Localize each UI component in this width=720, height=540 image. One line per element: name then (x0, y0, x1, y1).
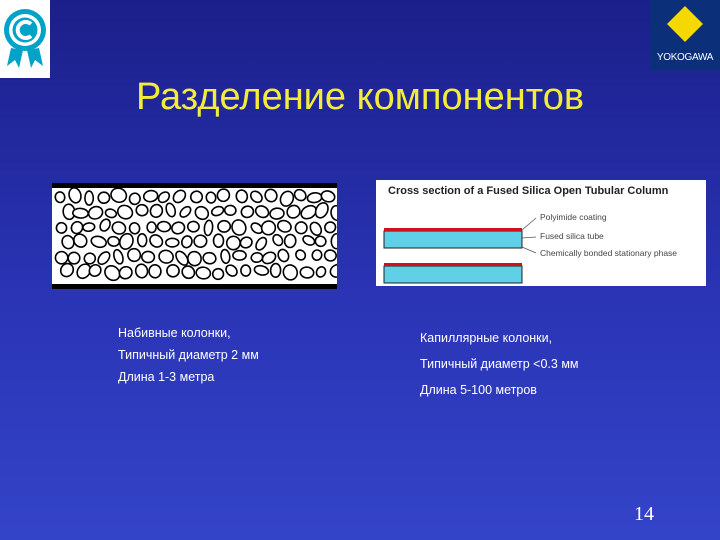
label-bonded-stationary-phase: Chemically bonded stationary phase (540, 248, 678, 258)
capillary-caption-line: Капиллярные колонки, (420, 331, 553, 345)
label-polyimide-coating: Polyimide coating (540, 212, 607, 222)
yokogawa-logo-text: YOKOGAWA (656, 52, 714, 63)
slide-title: Разделение компонентов (135, 76, 585, 118)
capillary-caption-line: Длина 5-100 метров (420, 383, 537, 397)
yokogawa-diamond-icon (650, 0, 720, 52)
capillary-caption-line: Типичный диаметр <0.3 мм (420, 357, 579, 371)
yokogawa-logo (650, 0, 720, 70)
upper-tube-section (384, 231, 522, 248)
packed-column-image (52, 183, 337, 289)
packed-caption-line: Длина 1-3 метра (118, 370, 215, 384)
label-fused-silica-tube: Fused silica tube (540, 231, 604, 241)
packed-caption-line: Набивные колонки, (118, 326, 231, 340)
page-number: 14 (634, 503, 654, 525)
c-emblem-logo (0, 0, 50, 78)
lower-coating-layer (384, 263, 522, 266)
lower-tube-section (384, 266, 522, 283)
upper-coating-layer (384, 228, 522, 231)
packed-caption-line: Типичный диаметр 2 мм (118, 348, 259, 362)
capillary-figure-heading: Cross section of a Fused Silica Open Tubular Column (388, 185, 669, 197)
capillary-cross-section-figure (376, 180, 706, 286)
